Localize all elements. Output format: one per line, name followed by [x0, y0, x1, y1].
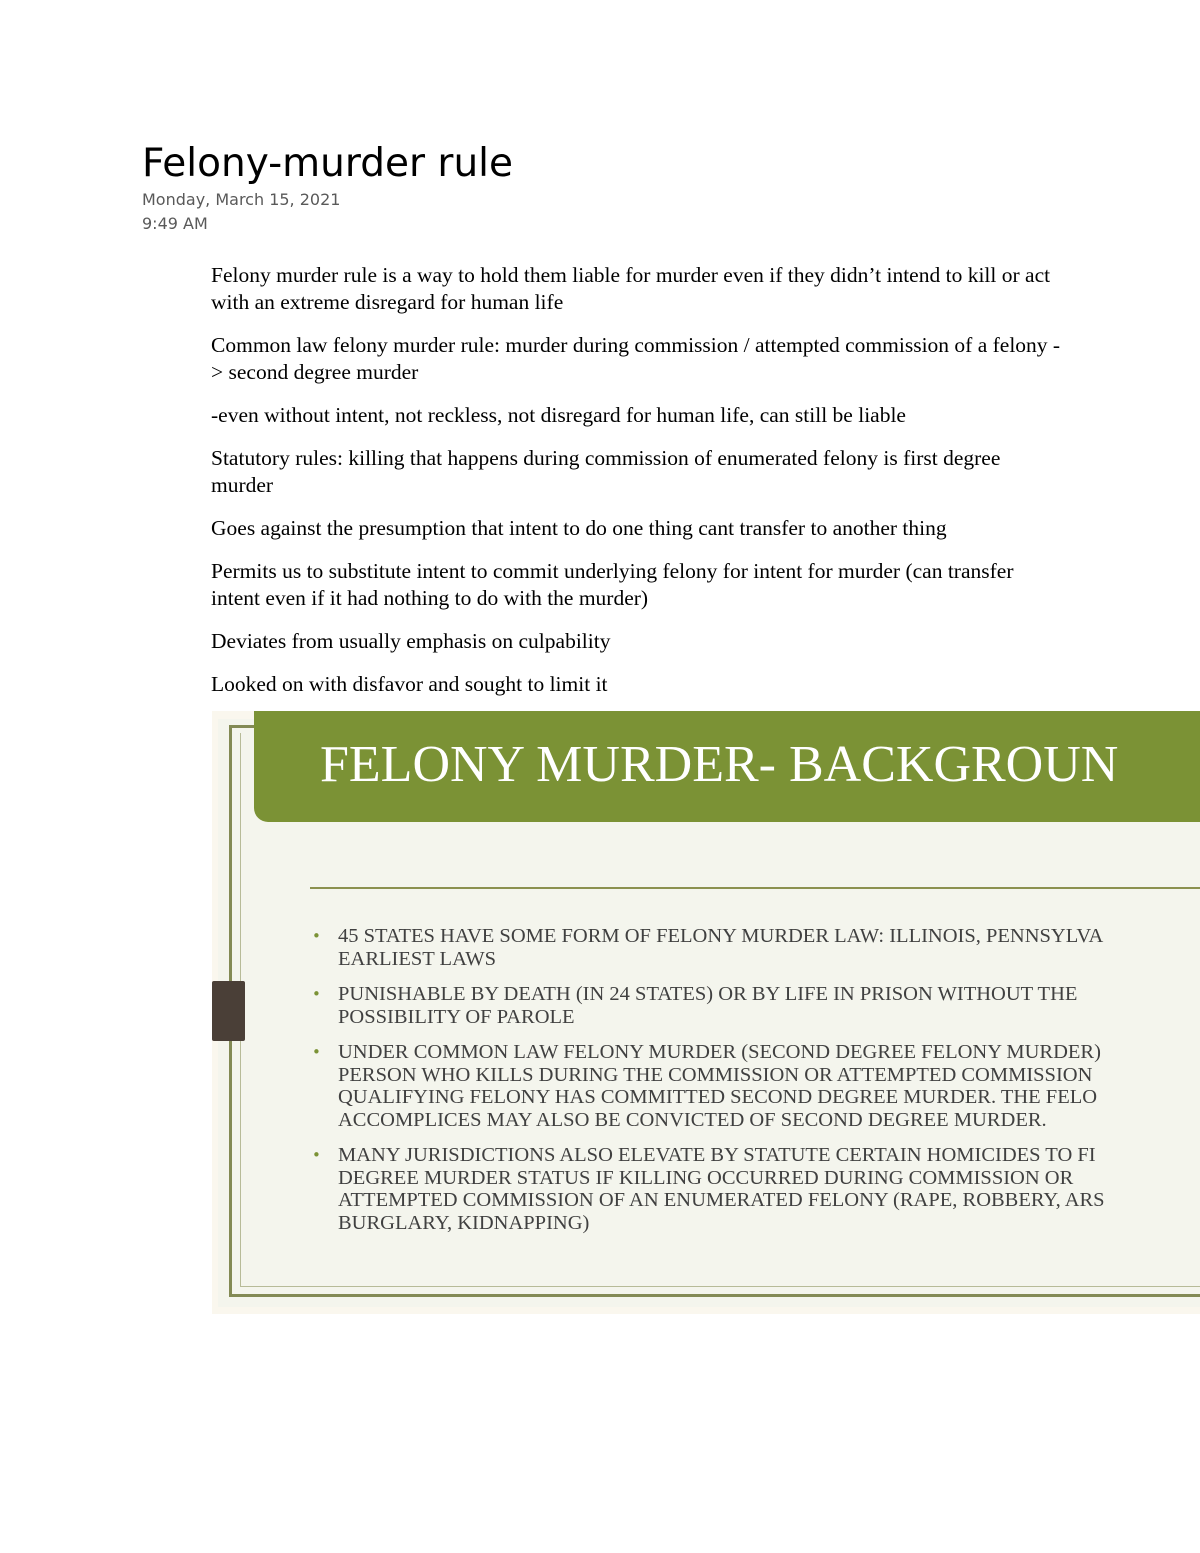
slide-bullet-list [308, 925, 1105, 1247]
note-paragraph: Looked on with disfavor and sought to limit it [211, 672, 608, 696]
slide-bullet-line: DEGREE MURDER STATUS IF KILLING OCCURRED DURING COMMISSION OR [338, 1166, 1074, 1189]
slide-bullet [308, 1041, 1105, 1131]
page-date: Monday, March 15, 2021 [142, 190, 341, 209]
note-paragraph: Common law felony murder rule: murder during commission / attempted commission of a felony -> second degree murder [211, 333, 1061, 384]
note-paragraph: Deviates from usually emphasis on culpability [211, 629, 611, 653]
note-paragraph: Goes against the presumption that intent to do one thing cant transfer to another thing [211, 516, 947, 540]
note-paragraph: Statutory rules: killing that happens during commission of enumerated felony is first degree murder [211, 446, 1001, 497]
slide-bullet-line: MANY JURISDICTIONS ALSO ELEVATE BY STATUTE CERTAIN HOMICIDES TO FI [338, 1144, 1096, 1166]
bullet-dot-icon: • [312, 927, 321, 945]
notes-body [211, 262, 1061, 714]
slide-bullet [308, 1144, 1105, 1234]
slide-bullet [308, 925, 1105, 970]
embedded-slide-image [212, 711, 1200, 1314]
note-paragraph: Permits us to substitute intent to commit underlying felony for intent for murder (can transfer intent even if it had nothing to do with the murder) [211, 559, 1014, 610]
slide-bullet-line: ATTEMPTED COMMISSION OF AN ENUMERATED FELONY (RAPE, ROBBERY, ARS [338, 1189, 1105, 1211]
slide-bullet-line: UNDER COMMON LAW FELONY MURDER (SECOND DEGREE FELONY MURDER) [338, 1041, 1101, 1063]
slide-bullet [308, 983, 1105, 1028]
bullet-dot-icon: • [312, 985, 321, 1003]
page-title: Felony-murder rule [142, 141, 513, 186]
note-paragraph: Felony murder rule is a way to hold them liable for murder even if they didn’t intend to kill or act with an extreme disregard for human life [211, 263, 1051, 314]
slide-bullet-line: POSSIBILITY OF PAROLE [338, 1005, 575, 1028]
slide-title: FELONY MURDER- BACKGROUN [320, 736, 1119, 793]
slide-title-bar [254, 711, 1200, 822]
slide-inner-frame-bottom [240, 1286, 1200, 1287]
slide-divider [310, 887, 1200, 889]
slide-bullet-line: BURGLARY, KIDNAPPING) [338, 1211, 590, 1234]
slide-bullet-line: 45 STATES HAVE SOME FORM OF FELONY MURDER LAW: ILLINOIS, PENNSYLVA [338, 925, 1104, 947]
slide-tab-marker [212, 981, 245, 1041]
slide-frame-bottom [229, 1294, 1200, 1297]
slide-bullet-line: ACCOMPLICES MAY ALSO BE CONVICTED OF SECOND DEGREE MURDER. [338, 1108, 1047, 1131]
note-paragraph: -even without intent, not reckless, not disregard for human life, can still be liable [211, 403, 906, 427]
slide-bullet-line: QUALIFYING FELONY HAS COMMITTED SECOND DEGREE MURDER. THE FELO [338, 1086, 1098, 1108]
bullet-dot-icon: • [312, 1043, 321, 1061]
slide-bullet-line: EARLIEST LAWS [338, 947, 496, 970]
page-time: 9:49 AM [142, 214, 208, 233]
slide-bullet-line: PERSON WHO KILLS DURING THE COMMISSION OR ATTEMPTED COMMISSION [338, 1063, 1093, 1086]
bullet-dot-icon: • [312, 1146, 321, 1164]
slide-bullet-line: PUNISHABLE BY DEATH (IN 24 STATES) OR BY LIFE IN PRISON WITHOUT THE [338, 983, 1078, 1005]
